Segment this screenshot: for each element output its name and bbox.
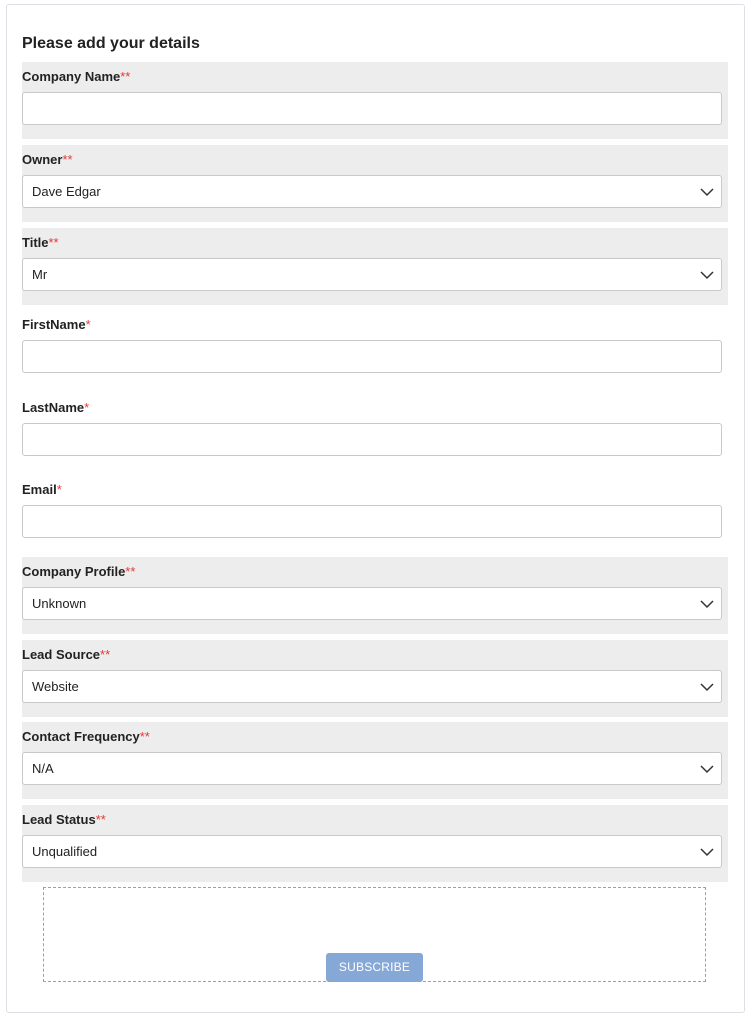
chevron-down-icon: [700, 762, 714, 776]
first-name-row: [22, 310, 728, 387]
contact-frequency-select[interactable]: [22, 752, 722, 785]
chevron-down-icon: [700, 597, 714, 611]
title-selected-value: Mr: [32, 267, 48, 282]
required-marker: *: [56, 482, 62, 497]
required-marker: **: [120, 69, 131, 84]
owner-label: Owner**: [22, 152, 73, 167]
first-name-label: FirstName*: [22, 317, 91, 332]
title-row: [22, 228, 728, 305]
lead-source-label: Lead Source**: [22, 647, 111, 662]
subscribe-button[interactable]: SUBSCRIBE: [326, 953, 423, 982]
company-profile-selected-value: Unknown: [32, 596, 87, 611]
required-marker: **: [139, 729, 150, 744]
email-row: [22, 475, 728, 552]
last-name-input[interactable]: [22, 423, 722, 456]
company-name-input[interactable]: [22, 92, 722, 125]
lead-status-selected-value: Unqualified: [32, 844, 98, 859]
first-name-input[interactable]: [22, 340, 722, 373]
company-profile-label: Company Profile**: [22, 564, 136, 579]
title-label: Title**: [22, 235, 59, 250]
email-label: Email*: [22, 482, 62, 497]
company-name-row: [22, 62, 728, 139]
chevron-down-icon: [700, 185, 714, 199]
lead-source-selected-value: Website: [32, 679, 79, 694]
last-name-row: [22, 393, 728, 470]
lead-source-row: [22, 640, 728, 717]
form-heading: Please add your details: [22, 35, 200, 52]
required-marker: **: [95, 812, 106, 827]
chevron-down-icon: [700, 680, 714, 694]
chevron-down-icon: [700, 845, 714, 859]
chevron-down-icon: [700, 268, 714, 282]
last-name-label: LastName*: [22, 400, 90, 415]
owner-row: [22, 145, 728, 222]
owner-select[interactable]: [22, 175, 722, 208]
required-marker: **: [48, 235, 59, 250]
lead-status-select[interactable]: [22, 835, 722, 868]
contact-frequency-row: [22, 722, 728, 799]
required-marker: *: [85, 317, 91, 332]
required-marker: **: [62, 152, 73, 167]
company-name-label: Company Name**: [22, 69, 131, 84]
title-select[interactable]: [22, 258, 722, 291]
lead-status-label: Lead Status**: [22, 812, 106, 827]
lead-status-row: [22, 805, 728, 882]
required-marker: *: [84, 400, 90, 415]
owner-selected-value: Dave Edgar: [32, 184, 101, 199]
company-profile-select[interactable]: [22, 587, 722, 620]
lead-source-select[interactable]: [22, 670, 722, 703]
contact-frequency-selected-value: N/A: [32, 761, 54, 776]
required-marker: **: [125, 564, 136, 579]
required-marker: **: [100, 647, 111, 662]
contact-frequency-label: Contact Frequency**: [22, 729, 150, 744]
company-profile-row: [22, 557, 728, 634]
email-input[interactable]: [22, 505, 722, 538]
